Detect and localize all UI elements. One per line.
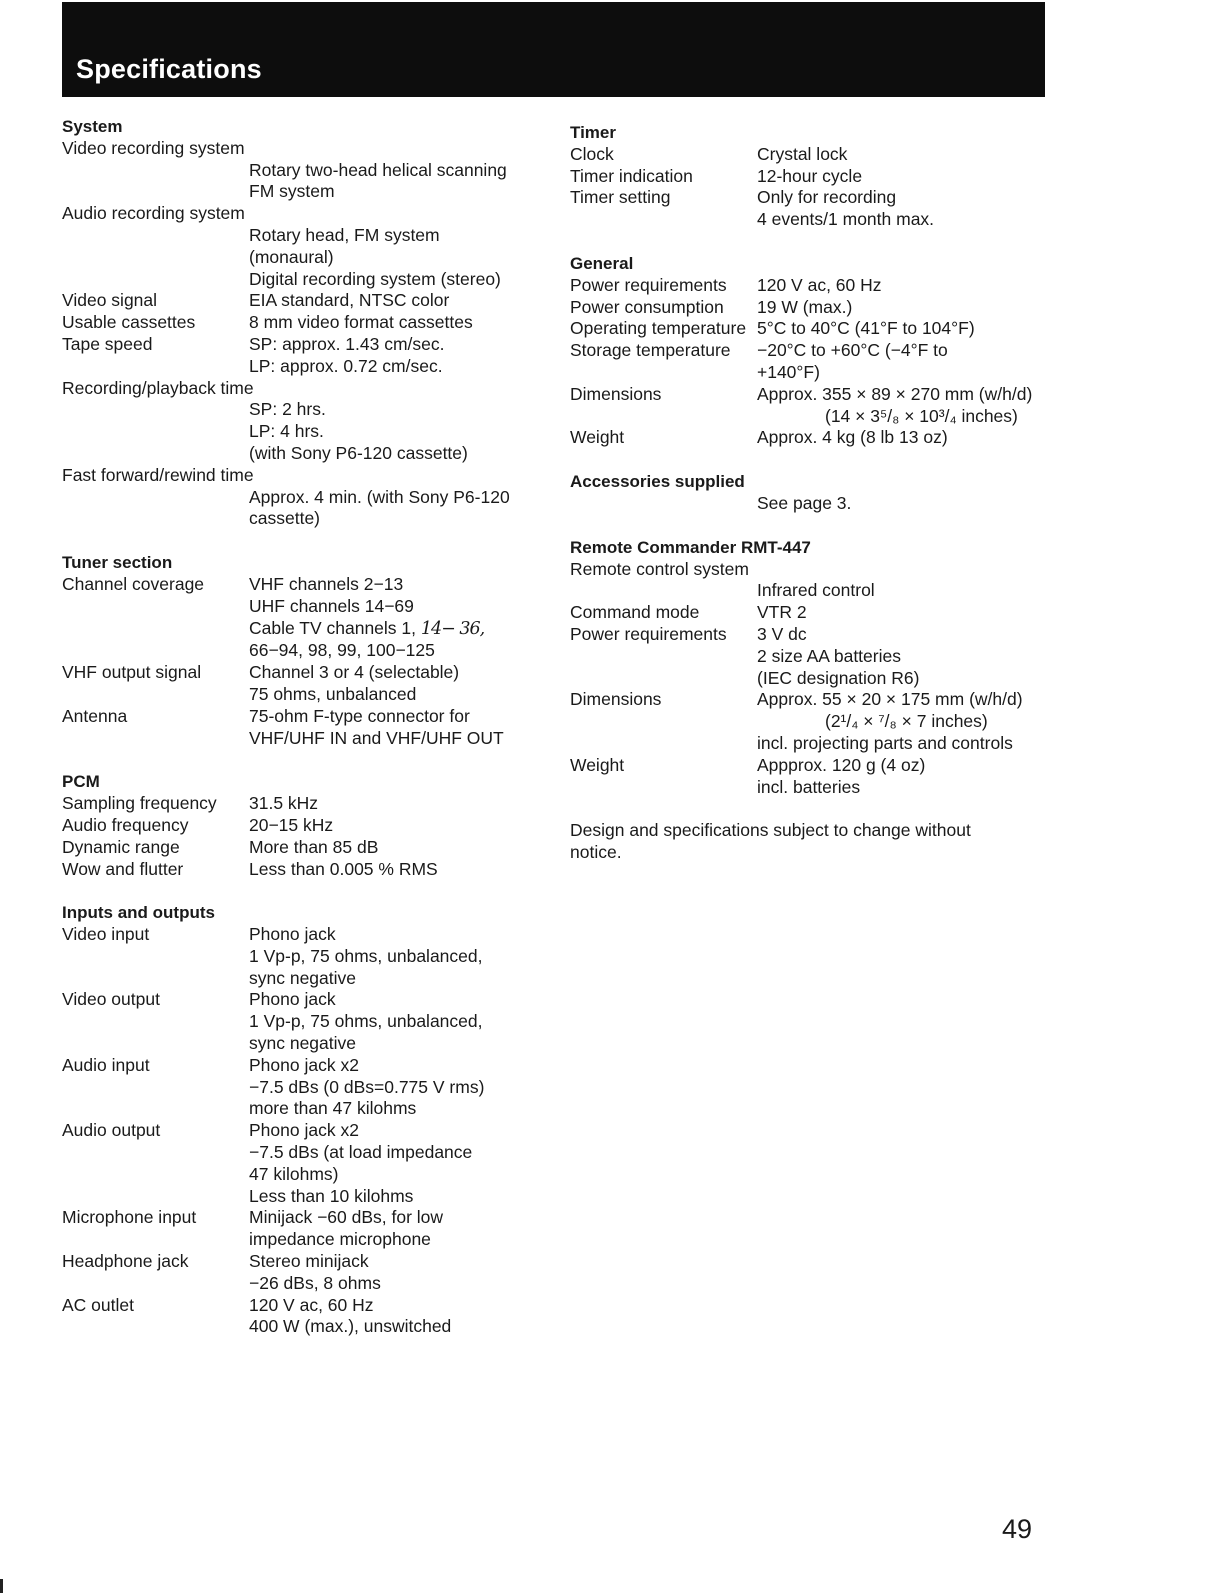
spec-row	[570, 733, 1040, 755]
spec-value: Less than 0.005 % RMS	[249, 858, 438, 879]
pcm-section	[62, 771, 532, 880]
spec-label: Audio frequency	[62, 814, 189, 835]
spec-label: Operating temperature	[570, 318, 747, 339]
spec-value: 120 V ac, 60 Hz	[249, 1294, 374, 1315]
general-section	[570, 253, 1040, 449]
spec-value: Digital recording system (stereo)	[249, 268, 501, 289]
spec-row	[62, 728, 532, 750]
spec-value: Cable TV channels 1,	[249, 617, 417, 638]
spec-value: 31.5 kHz	[249, 793, 319, 814]
spec-value: Phono jack	[249, 924, 336, 945]
spec-label	[570, 668, 757, 690]
spec-label: Weight	[570, 754, 625, 775]
spec-label: Audio output	[62, 1120, 161, 1141]
right-column	[570, 122, 1040, 864]
spec-value: 19 W (max.)	[757, 296, 853, 317]
spec-label: Video input	[62, 924, 150, 945]
spec-row	[62, 1273, 532, 1295]
spec-label: Sampling frequency	[62, 793, 217, 814]
spec-value: Phono jack	[249, 989, 336, 1010]
spec-row	[62, 662, 532, 684]
spec-value: VHF/UHF IN and VHF/UHF OUT	[249, 727, 504, 748]
spec-label	[62, 1098, 249, 1120]
section-title: General	[570, 253, 634, 273]
spec-value: 1 Vp-p, 75 ohms, unbalanced,	[249, 945, 483, 966]
edge-mark	[0, 1579, 3, 1593]
spec-row	[570, 340, 1040, 362]
spec-label	[62, 618, 249, 641]
spec-row	[62, 1207, 532, 1229]
spec-value: 8 mm video format cassettes	[249, 312, 473, 333]
spec-label	[570, 733, 757, 755]
spec-row	[570, 406, 1040, 428]
remote-section	[570, 537, 1040, 799]
left-column	[62, 116, 532, 1360]
spec-value: sync negative	[249, 967, 357, 988]
spec-value: incl. projecting parts and controls	[757, 732, 1013, 753]
spec-row	[62, 618, 532, 641]
spec-label: Storage temperature	[570, 340, 731, 361]
spec-value: 5°C to 40°C (41°F to 104°F)	[757, 318, 975, 339]
spec-row	[62, 968, 532, 990]
spec-value: (2¹/₄ × ⁷/₈ × 7 inches)	[825, 711, 988, 732]
spec-row	[62, 334, 532, 356]
spec-label	[570, 406, 757, 428]
spec-value: Infrared control	[757, 580, 875, 601]
spec-value: Crystal lock	[757, 143, 848, 164]
spec-label: Power requirements	[570, 274, 727, 295]
spec-value: 75-ohm F-type connector for	[249, 705, 470, 726]
spec-value: cassette)	[249, 508, 320, 529]
spec-label: Video output	[62, 989, 160, 1010]
spec-value: −7.5 dBs (at load impedance	[249, 1142, 473, 1163]
spec-value: (IEC designation R6)	[757, 667, 920, 688]
spec-value: LP: approx. 0.72 cm/sec.	[249, 355, 443, 376]
spec-row	[62, 312, 532, 334]
spec-row	[570, 362, 1040, 384]
spec-value: 4 events/1 month max.	[757, 209, 935, 230]
spec-row	[570, 777, 1040, 799]
spec-value: Phono jack x2	[249, 1054, 359, 1075]
spec-label	[62, 1316, 249, 1338]
spec-label	[570, 777, 757, 799]
spec-row	[570, 275, 1040, 297]
spec-value: 75 ohms, unbalanced	[249, 683, 417, 704]
spec-value: 1 Vp-p, 75 ohms, unbalanced,	[249, 1011, 483, 1032]
spec-label: VHF output signal	[62, 662, 202, 683]
spec-label: Wow and flutter	[62, 858, 184, 879]
spec-row	[62, 1011, 532, 1033]
spec-value: Rotary two-head helical scanning	[249, 159, 507, 180]
spec-value: Approx. 4 kg (8 lb 13 oz)	[757, 427, 948, 448]
timer-section	[570, 122, 1040, 231]
spec-row	[570, 755, 1040, 777]
spec-value: SP: 2 hrs.	[249, 399, 326, 420]
spec-row	[62, 1098, 532, 1120]
spec-value: LP: 4 hrs.	[249, 421, 324, 442]
spec-label: Usable cassettes	[62, 312, 196, 333]
spec-row	[570, 711, 1040, 733]
spec-value: +140°F)	[757, 361, 820, 382]
section-title: Accessories supplied	[570, 472, 745, 492]
spec-label: Audio input	[62, 1054, 150, 1075]
spec-value: Approx. 4 min. (with Sony P6-120	[249, 486, 510, 507]
spec-label	[62, 1164, 249, 1186]
spec-label	[62, 1273, 249, 1295]
spec-value: Channel 3 or 4 (selectable)	[249, 662, 460, 683]
spec-row	[62, 815, 532, 837]
spec-value: (with Sony P6-120 cassette)	[249, 442, 468, 463]
spec-row	[570, 297, 1040, 319]
spec-label: Tape speed	[62, 333, 153, 354]
spec-label	[62, 1033, 249, 1055]
spec-value: 66−94, 98, 99, 100−125	[249, 640, 435, 661]
section-title: Remote Commander RMT-447	[570, 537, 811, 557]
spec-row	[570, 144, 1040, 166]
spec-value: 20−15 kHz	[249, 814, 334, 835]
spec-row	[62, 946, 532, 968]
spec-value: (14 × 3⁵/₈ × 10³/₄ inches)	[825, 405, 1018, 426]
spec-row	[62, 290, 532, 312]
spec-row	[62, 356, 532, 378]
spec-row	[570, 668, 1040, 690]
section-title: Timer	[570, 123, 616, 142]
spec-row	[62, 1316, 532, 1338]
spec-row	[62, 793, 532, 815]
spec-value: −26 dBs, 8 ohms	[249, 1272, 381, 1293]
spec-value: 120 V ac, 60 Hz	[757, 274, 882, 295]
spec-label: Antenna	[62, 705, 128, 726]
spec-label	[570, 646, 757, 668]
spec-value: −7.5 dBs (0 dBs=0.775 V rms)	[249, 1076, 485, 1097]
spec-label: Clock	[570, 143, 614, 164]
spec-label: Command mode	[570, 602, 700, 623]
spec-value: VTR 2	[757, 602, 807, 623]
spec-label: Recording/playback time	[62, 377, 254, 398]
spec-value: impedance microphone	[249, 1229, 431, 1250]
spec-value: SP: approx. 1.43 cm/sec.	[249, 333, 445, 354]
page-title: Specifications	[76, 54, 262, 84]
spec-row	[62, 684, 532, 706]
spec-label: Weight	[570, 427, 625, 448]
spec-value: FM system	[249, 181, 335, 202]
io-section	[62, 902, 532, 1338]
spec-value: UHF channels 14−69	[249, 595, 414, 616]
spec-value: Approx. 355 × 89 × 270 mm (w/h/d)	[757, 383, 1033, 404]
spec-label: Timer indication	[570, 165, 693, 186]
spec-label: AC outlet	[62, 1294, 134, 1315]
disclaimer-note: Design and specifications subject to change without notice.	[570, 820, 971, 863]
spec-row	[62, 706, 532, 728]
spec-label	[62, 968, 249, 990]
handwritten-correction: 14− 36,	[420, 618, 485, 639]
spec-label: Channel coverage	[62, 573, 205, 594]
spec-value: (monaural)	[249, 246, 334, 267]
spec-row	[570, 602, 1040, 624]
section-title: Inputs and outputs	[62, 903, 215, 923]
spec-row	[62, 1164, 532, 1186]
spec-label: Timer setting	[570, 187, 671, 208]
spec-value: Appprox. 120 g (4 oz)	[757, 754, 926, 775]
spec-value: See page 3.	[757, 492, 852, 513]
spec-value: 47 kilohms)	[249, 1163, 339, 1184]
spec-label	[62, 1186, 249, 1208]
spec-label	[62, 1011, 249, 1033]
spec-row	[62, 837, 532, 859]
spec-row	[62, 1077, 532, 1099]
spec-row	[62, 1033, 532, 1055]
spec-row	[62, 640, 532, 662]
spec-label	[62, 356, 249, 378]
section-title: PCM	[62, 772, 100, 792]
spec-value: Rotary head, FM system	[249, 224, 440, 245]
spec-label: Fast forward/rewind time	[62, 464, 254, 485]
spec-row	[570, 646, 1040, 668]
spec-row	[62, 1186, 532, 1208]
spec-value: Approx. 55 × 20 × 175 mm (w/h/d)	[757, 689, 1023, 710]
spec-row	[62, 1055, 532, 1077]
spec-row	[62, 1229, 532, 1251]
spec-row	[62, 596, 532, 618]
spec-row	[570, 209, 1040, 231]
system-section	[62, 116, 532, 530]
spec-label	[62, 1229, 249, 1251]
spec-value: incl. batteries	[757, 776, 861, 797]
section-title: System	[62, 117, 123, 136]
spec-value: Only for recording	[757, 187, 897, 208]
spec-label: Video signal	[62, 290, 158, 311]
section-title: Tuner section	[62, 553, 173, 573]
spec-label	[570, 209, 757, 231]
spec-value: −20°C to +60°C (−4°F to	[757, 340, 948, 361]
spec-row	[570, 427, 1040, 449]
spec-row	[62, 989, 532, 1011]
spec-label: Power requirements	[570, 623, 727, 644]
spec-value: 12-hour cycle	[757, 165, 863, 186]
spec-row	[570, 384, 1040, 406]
spec-value: More than 85 dB	[249, 836, 379, 857]
spec-label: Microphone input	[62, 1207, 197, 1228]
spec-label: Audio recording system	[62, 203, 245, 224]
spec-label: Dimensions	[570, 383, 662, 404]
spec-label: Video recording system	[62, 137, 245, 158]
spec-value: Phono jack x2	[249, 1120, 359, 1141]
spec-value: more than 47 kilohms	[249, 1098, 417, 1119]
spec-label	[62, 1142, 249, 1164]
spec-value: VHF channels 2−13	[249, 573, 404, 594]
spec-value: 2 size AA batteries	[757, 645, 901, 666]
spec-row	[62, 859, 532, 881]
spec-label	[62, 640, 249, 662]
spec-value: Stereo minijack	[249, 1251, 369, 1272]
spec-label	[62, 1077, 249, 1099]
spec-value: Less than 10 kilohms	[249, 1185, 414, 1206]
header-bar	[62, 2, 1045, 97]
spec-row	[570, 166, 1040, 188]
tuner-section	[62, 552, 532, 749]
spec-row	[62, 1142, 532, 1164]
spec-value: 3 V dc	[757, 623, 807, 644]
page-number: 49	[1001, 1514, 1032, 1544]
spec-label	[570, 362, 757, 384]
spec-row	[62, 1251, 532, 1273]
spec-label	[570, 711, 757, 733]
spec-row	[62, 924, 532, 946]
spec-value: Minijack −60 dBs, for low	[249, 1207, 444, 1228]
spec-label: Power consumption	[570, 296, 724, 317]
spec-value: 400 W (max.), unswitched	[249, 1316, 452, 1337]
spec-row	[570, 187, 1040, 209]
spec-label: Dimensions	[570, 689, 662, 710]
spec-label	[62, 946, 249, 968]
spec-row	[570, 318, 1040, 340]
spec-value: EIA standard, NTSC color	[249, 290, 450, 311]
spec-row	[62, 574, 532, 596]
spec-label	[62, 684, 249, 706]
spec-row	[62, 1120, 532, 1142]
spec-label	[62, 728, 249, 750]
spec-row	[570, 689, 1040, 711]
spec-label	[62, 596, 249, 618]
spec-value: sync negative	[249, 1033, 357, 1054]
accessories-section	[570, 471, 1040, 515]
spec-label: Remote control system	[570, 558, 749, 579]
spec-label: Dynamic range	[62, 836, 180, 857]
spec-label: Headphone jack	[62, 1251, 189, 1272]
spec-row	[62, 1295, 532, 1317]
spec-row	[570, 624, 1040, 646]
